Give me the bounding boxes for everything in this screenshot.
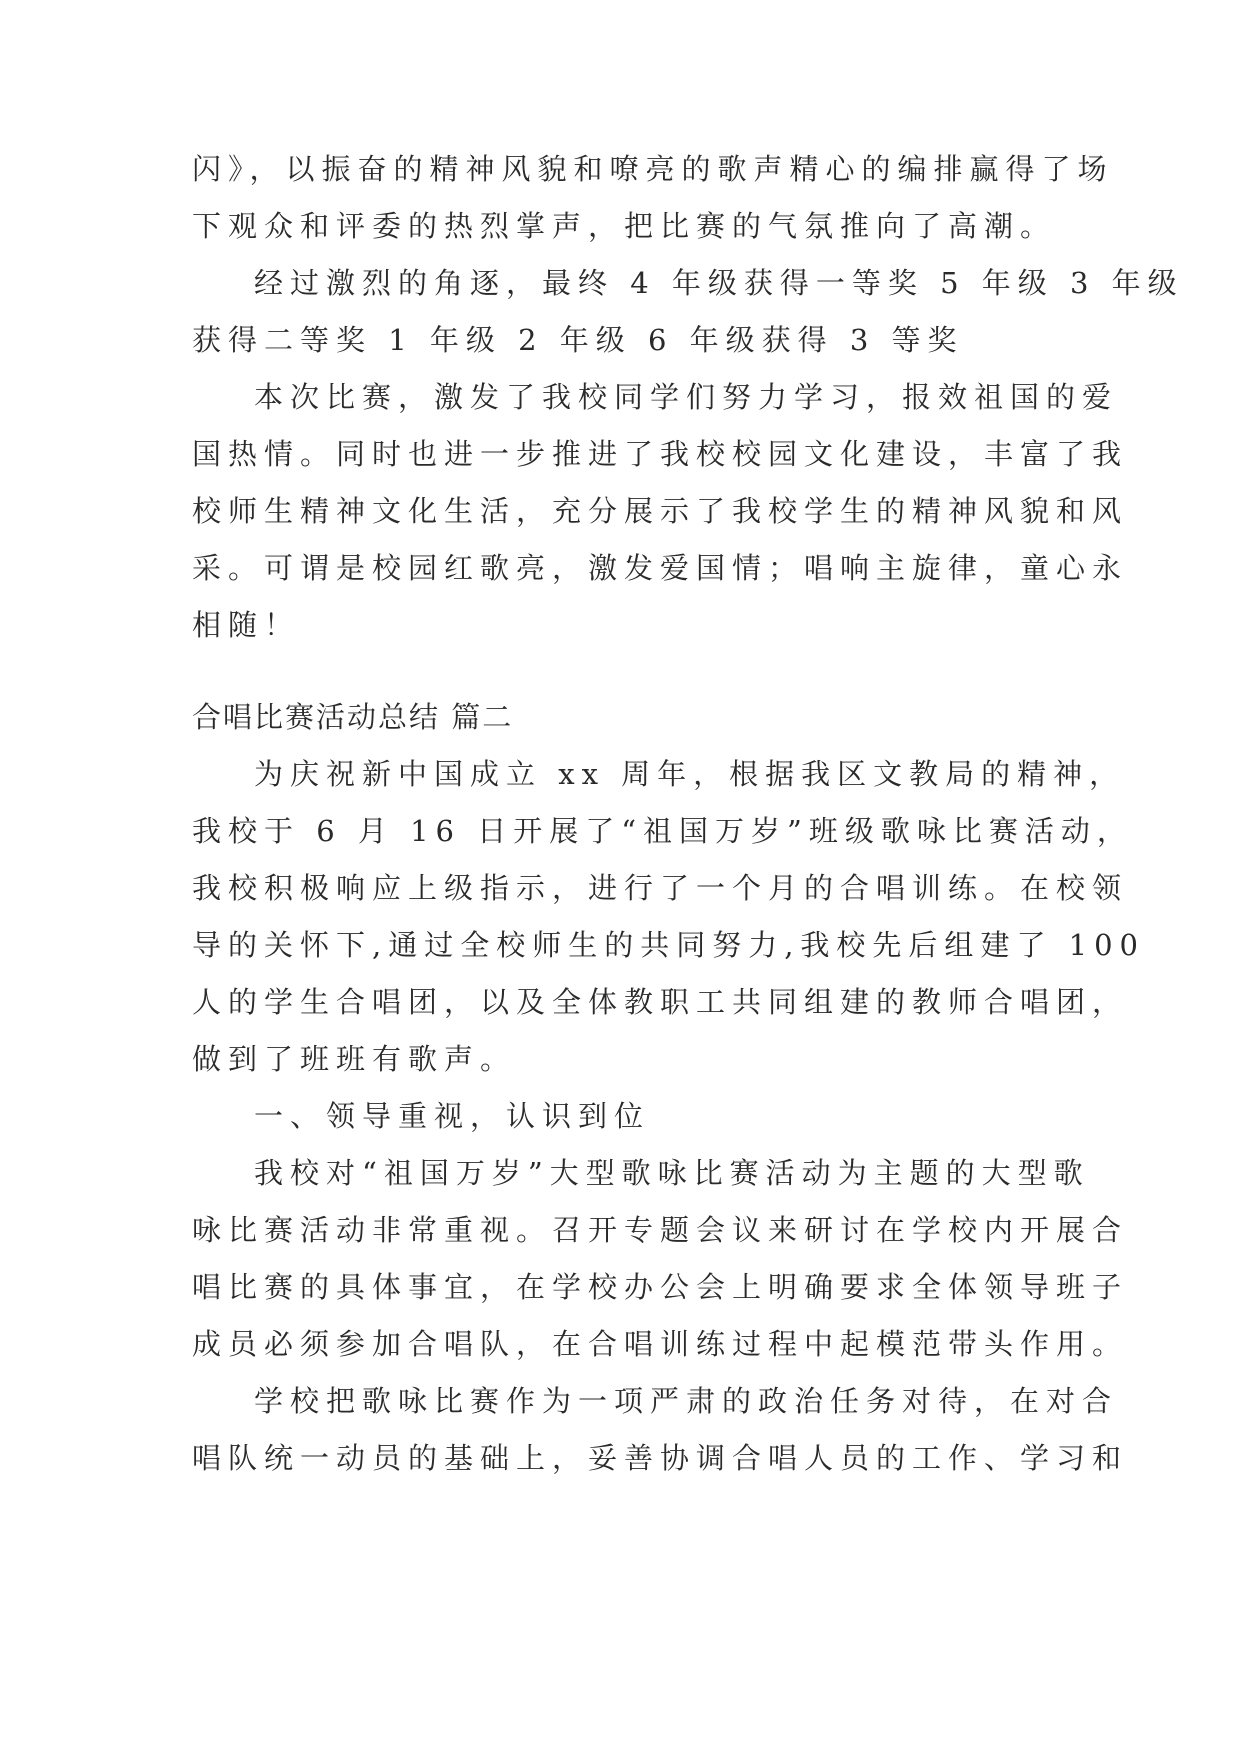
paragraph-line: 采。可谓是校园红歌亮，激发爱国情；唱响主旋律，童心永	[192, 551, 1129, 585]
subheading-line: 一、领导重视，认识到位	[254, 1099, 651, 1133]
paragraph-line: 导的关怀下,通过全校师生的共同努力,我校先后组建了 100	[192, 928, 1146, 962]
paragraph-line: 做到了班班有歌声。	[192, 1042, 517, 1076]
paragraph-line: 校师生精神文化生活，充分展示了我校学生的精神风貌和风	[192, 494, 1129, 528]
paragraph-line: 获得二等奖 1 年级 2 年级 6 年级获得 3 等奖	[192, 323, 964, 357]
paragraph-line: 闪》，以振奋的精神风貌和嘹亮的歌声精心的编排赢得了场	[192, 152, 1114, 186]
paragraph-line: 本次比赛，激发了我校同学们努力学习，报效祖国的爱	[254, 380, 1119, 414]
paragraph-line: 相随！	[192, 608, 301, 642]
paragraph-line: 成员必须参加合唱队，在合唱训练过程中起模范带头作用。	[192, 1327, 1129, 1361]
paragraph-line: 我校对“祖国万岁”大型歌咏比赛活动为主题的大型歌	[254, 1156, 1090, 1190]
paragraph-line: 唱比赛的具体事宜，在学校办公会上明确要求全体领导班子	[192, 1270, 1129, 1304]
paragraph-line: 学校把歌咏比赛作为一项严肃的政治任务对待，在对合	[254, 1384, 1119, 1418]
paragraph-line: 人的学生合唱团，以及全体教职工共同组建的教师合唱团，	[192, 985, 1129, 1019]
paragraph-line: 咏比赛活动非常重视。召开专题会议来研讨在学校内开展合	[192, 1213, 1129, 1247]
paragraph-line: 国热情。同时也进一步推进了我校校园文化建设，丰富了我	[192, 437, 1129, 471]
paragraph-line: 经过激烈的角逐，最终 4 年级获得一等奖 5 年级 3 年级	[254, 266, 1184, 300]
section-heading: 合唱比赛活动总结 篇二	[192, 700, 514, 734]
paragraph-line: 为庆祝新中国成立 xx 周年，根据我区文教局的精神，	[254, 757, 1126, 791]
paragraph-line: 唱队统一动员的基础上，妥善协调合唱人员的工作、学习和	[192, 1441, 1129, 1475]
paragraph-line: 我校积极响应上级指示，进行了一个月的合唱训练。在校领	[192, 871, 1129, 905]
paragraph-line: 我校于 6 月 16 日开展了“祖国万岁”班级歌咏比赛活动，	[192, 814, 1133, 848]
paragraph-line: 下观众和评委的热烈掌声，把比赛的气氛推向了高潮。	[192, 209, 1057, 243]
